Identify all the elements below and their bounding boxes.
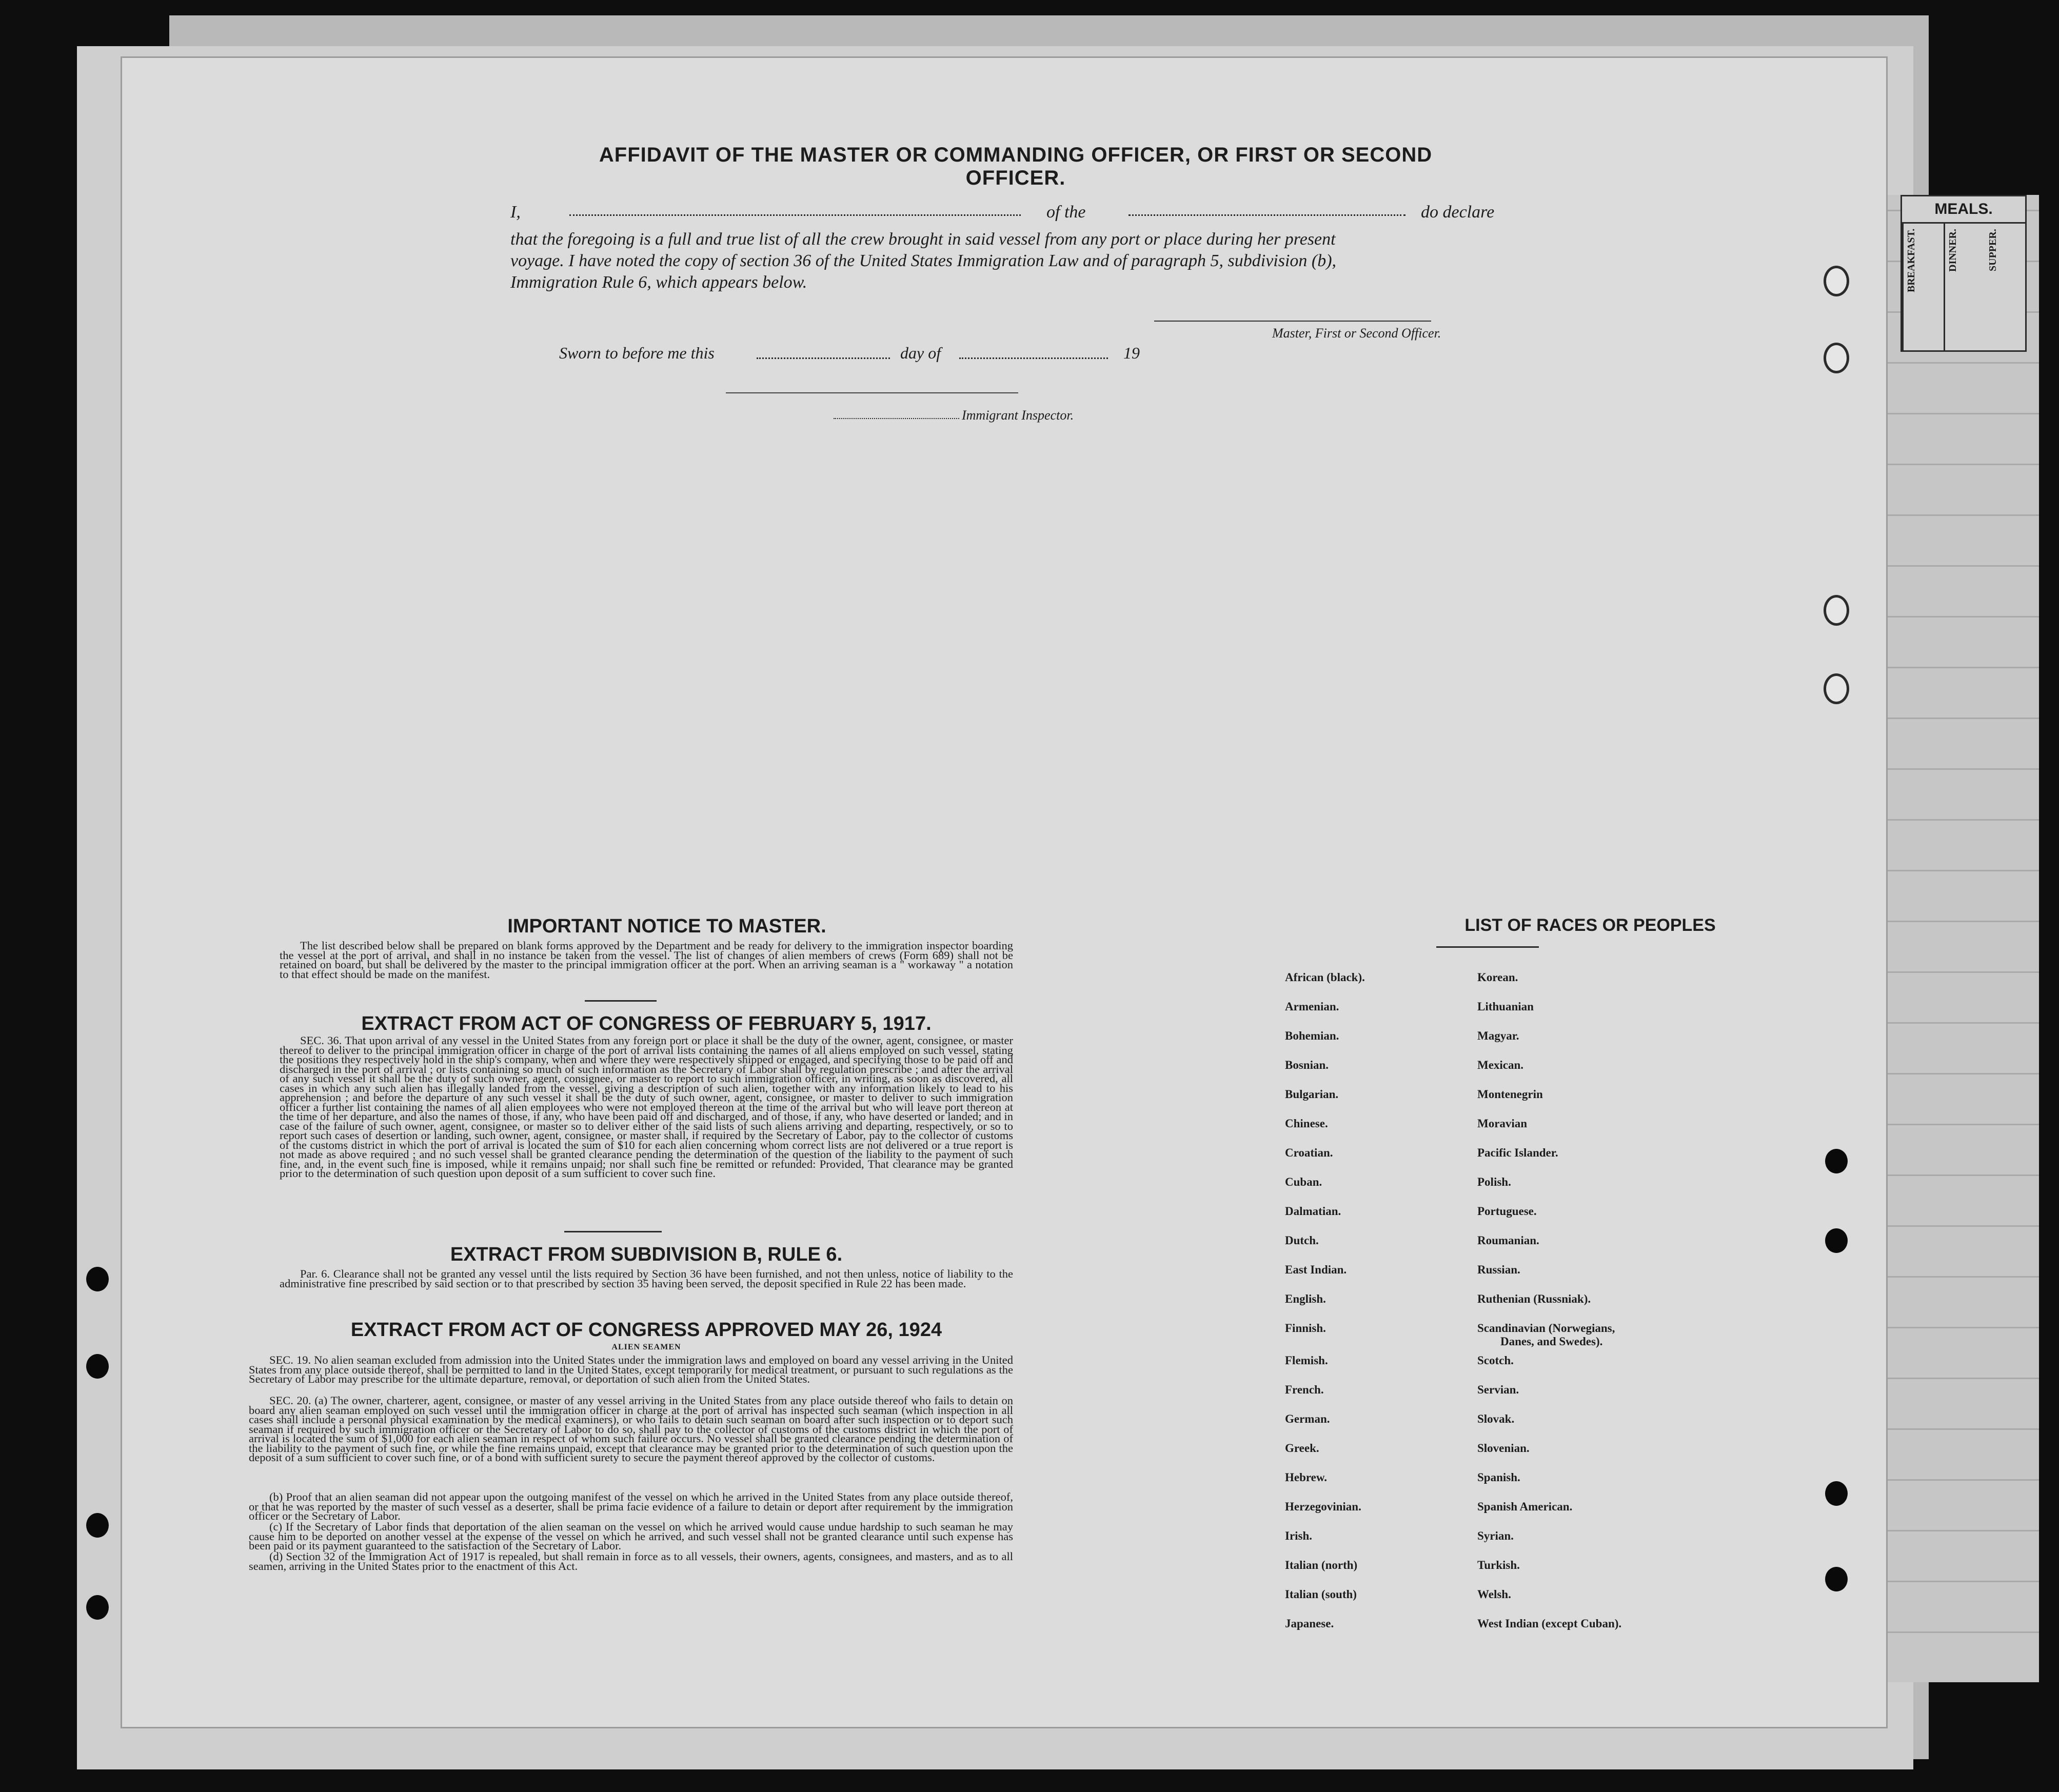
sworn-text: Sworn to before me this [559, 344, 715, 362]
punch-hole-icon [1825, 1567, 1848, 1591]
race-item: West Indian (except Cuban). [1477, 1617, 1622, 1630]
punch-hole-icon [1825, 1481, 1848, 1506]
punch-hole-icon [86, 1267, 109, 1291]
sec-20a-body: SEC. 20. (a) The owner, charterer, agent, consignee, or master of any vessel arriving in the United States from any place outside thereof who fails to detain on board any alien seaman employed on such vessel until the immigration officer in charge at the port of arrival has inspected such seaman (which inspection in all cases shall include a personal physical examination by the medical examiners), or who fails to detain such seaman on board after such inspection or to deport such seaman if required by such immigration officer or the Secretary of Labor to do so, shall pay to the collector of customs of the customs district in which the port of arrival is located the sum of $1,000 for each alien seaman in respect of whom such failure occurs. No vessel shall be granted clearance pending the determination of the liability to the payment of such fine, or while the fine remains unpaid, except that clearance may be granted prior to the determination of such question upon the deposit of a sum sufficient to cover such fine, or of a bond with sufficient surety to secure the payment thereof approved by the collector of customs. [249, 1394, 1013, 1464]
race-item: Irish. [1285, 1529, 1313, 1542]
inspector-label: Immigrant Inspector. [962, 408, 1074, 423]
sec-20d-body: (d) Section 32 of the Immigration Act of 1917 is repealed, but shall remain in force as to all vessels, their owners, agents, consignees, and masters, and as to all seamen, arriving in the United States prior to the enactment of this Act. [249, 1550, 1013, 1572]
races-title: LIST OF RACES OR PEOPLES [1464, 915, 1716, 935]
day-fill-line[interactable] [757, 357, 890, 359]
race-item: Scotch. [1477, 1354, 1514, 1367]
ledger-sheet-edge [1870, 195, 2039, 1682]
race-item: Danes, and Swedes). [1500, 1335, 1603, 1348]
race-item: Italian (north) [1285, 1559, 1358, 1571]
sec-20c-body: (c) If the Secretary of Labor finds that deportation of the alien seaman on the vessel on which he arrived would cause undue hardship to such seaman he may cause him to be deported on another vessel at the expense of the vessel on which he arrived, and such vessel shall not be granted clearance until such expense has been paid or its payment guaranteed to the satisfaction of the Secretary of Labor. [249, 1520, 1013, 1552]
affidavit-line-4: Immigration Rule 6, which appears below. [510, 273, 807, 292]
race-item: Armenian. [1285, 1000, 1339, 1013]
affidavit-i: I, [510, 203, 521, 222]
race-item: Welsh. [1477, 1588, 1511, 1601]
signature-label: Master, First or Second Officer. [1272, 326, 1441, 341]
race-item: Bohemian. [1285, 1029, 1339, 1042]
race-item: French. [1285, 1383, 1324, 1396]
sec-19-body: SEC. 19. No alien seaman excluded from admission into the United States under the immigration laws and employed on board any vessel arriving in the United States from any place outside thereof, shall be permitted to land in the United States, except temporarily for medical treatment, or pursuant to such regulations as the Secretary of Labor may prescribe for the ultimate departure, removal, or deportation of such alien from the United States. [249, 1353, 1013, 1385]
race-item: Mexican. [1477, 1059, 1524, 1071]
race-item: German. [1285, 1412, 1330, 1425]
section-divider [1436, 946, 1539, 948]
notice-body: The list described below shall be prepared on blank forms approved by the Department and be ready for delivery to the immigration inspector boarding the vessel at the port of arrival, and shall in no instance be taken from the vessel. The list of changes of alien members of crews (Form 689) shall not be retained on board, but shall be delivered by the master to the principal immigration officer at the port. When an arriving seaman is a " workaway " a notation to that effect should be made on the manifest. [280, 939, 1013, 981]
race-item: Hebrew. [1285, 1471, 1327, 1484]
punch-hole-icon [1824, 595, 1849, 626]
meals-col-dinner: DINNER. [1944, 224, 1985, 352]
affidavit-of-the: of the [1046, 203, 1086, 222]
subdivision-b-title: EXTRACT FROM SUBDIVISION B, RULE 6. [450, 1244, 843, 1265]
extract-1917-title: EXTRACT FROM ACT OF CONGRESS OF FEBRUARY 5, 1917. [361, 1013, 932, 1034]
punch-hole-icon [1825, 1228, 1848, 1253]
affidavit-title: AFFIDAVIT OF THE MASTER OR COMMANDING OFFICER, OR FIRST OR SECOND OFFICER. [599, 144, 1433, 189]
extract-1924-title: EXTRACT FROM ACT OF CONGRESS APPROVED MAY 26, 1924 [350, 1319, 942, 1341]
extract-1917-body: SEC. 36. That upon arrival of any vessel in the United States from any foreign port or place it shall be the duty of the owner, agent, consignee, or master thereof to deliver to the principal immigration officer in charge of the port of arrival lists containing the names of all aliens employed on such vessel, stating the positions they respectively hold in the ship's company, when and where they were respectively shipped or engaged, and specifying those to be paid off and discharged in the port of arrival ; or lists containing so much of such information as the Secretary of Labor shall by regulation prescribe ; and after the arrival of any such vessel it shall be the duty of such owner, agent, consignee, or master to report to such immigration officer, in writing, as soon as discovered, all cases in which any such alien has illegally landed from the vessel, giving a description of such alien, together with any information likely to lead to his apprehension ; and before the departure of any such vessel it shall be the duty of such owner, agent, consignee, or master to deliver to such immigration officer a further list containing the names of all alien employees who were not employed thereon at the time of the arrival but who will leave port thereon at the time of her departure, and also the names of those, if any, who have been paid off and discharged, and of those, if any, who have deserted or landed; and in case of the failure of such owner, agent, consignee, or master so to deliver either of the said lists of such aliens arriving and departing, respectively, or so to report such cases of desertion or landing, such owner, agent, consignee, or master shall, if required by the Secretary of Labor, pay to the collector of customs of the customs district in which the port of arrival is located the sum of $10 for each alien concerning whom correct lists are not delivered or a true report is not made as above required ; and no such vessel shall be granted clearance pending the determination of the question of the liability to the payment of such fine, and, in the event such fine is imposed, while it remains unpaid; nor shall such fine be remitted or refunded: Provided, That clearance may be granted prior to the determination of such question upon deposit of a sum sufficient to cover such fine. [280, 1034, 1013, 1180]
race-item: Russian. [1477, 1263, 1520, 1276]
race-item: Spanish. [1477, 1471, 1520, 1484]
race-item: Dalmatian. [1285, 1205, 1341, 1218]
punch-hole-icon [1824, 266, 1849, 296]
affidavit-line-2: that the foregoing is a full and true list of all the crew brought in said vessel from any port or place during her present [510, 230, 1336, 249]
race-item: Scandinavian (Norwegians, [1477, 1322, 1615, 1335]
race-item: Magyar. [1477, 1029, 1519, 1042]
notice-title: IMPORTANT NOTICE TO MASTER. [507, 915, 826, 937]
vessel-fill-line[interactable] [1129, 214, 1405, 216]
extract-1924-subtitle: ALIEN SEAMEN [611, 1343, 681, 1351]
race-item: Japanese. [1285, 1617, 1334, 1630]
race-item: Slovak. [1477, 1412, 1515, 1425]
race-item: Spanish American. [1477, 1500, 1573, 1513]
race-item: Flemish. [1285, 1354, 1328, 1367]
race-item: Pacific Islander. [1477, 1146, 1558, 1159]
punch-hole-icon [86, 1354, 109, 1379]
race-item: Cuban. [1285, 1176, 1322, 1188]
name-fill-line[interactable] [569, 214, 1021, 216]
signature-line[interactable] [1154, 321, 1431, 322]
punch-hole-icon [1824, 343, 1849, 373]
race-item: Portuguese. [1477, 1205, 1537, 1218]
section-divider [564, 1231, 662, 1232]
race-item: Lithuanian [1477, 1000, 1534, 1013]
subdivision-b-body: Par. 6. Clearance shall not be granted any vessel until the lists required by Section 36 have been furnished, and not then unless, notice of liability to the administrative fine prescribed by said section or to that prescribed by section 35 having been served, the deposit specified in Rule 22 has been made. [280, 1267, 1013, 1290]
race-item: Slovenian. [1477, 1442, 1530, 1455]
race-item: Polish. [1477, 1176, 1511, 1188]
race-item: Greek. [1285, 1442, 1319, 1455]
punch-hole-icon [1825, 1149, 1848, 1173]
meals-col-breakfast: BREAKFAST. [1902, 224, 1944, 352]
race-item: Korean. [1477, 971, 1518, 984]
race-item: Roumanian. [1477, 1234, 1539, 1247]
race-item: Turkish. [1477, 1559, 1520, 1571]
inspector-fill-line[interactable] [834, 418, 959, 419]
section-divider [585, 1000, 657, 1002]
race-item: Montenegrin [1477, 1088, 1543, 1101]
affidavit-line-3: voyage. I have noted the copy of section 36 of the United States Immigration Law and of paragraph 5, subdivision (b), [510, 251, 1337, 270]
sworn-year: 19 [1123, 344, 1140, 362]
race-item: Ruthenian (Russniak). [1477, 1292, 1591, 1305]
race-item: Finnish. [1285, 1322, 1326, 1335]
race-item: Dutch. [1285, 1234, 1319, 1247]
meals-table [1900, 195, 2027, 352]
race-item: English. [1285, 1292, 1326, 1305]
punch-hole-icon [86, 1595, 109, 1620]
punch-hole-icon [86, 1513, 109, 1538]
race-item: Croatian. [1285, 1146, 1333, 1159]
race-item: Moravian [1477, 1117, 1528, 1130]
race-item: Syrian. [1477, 1529, 1514, 1542]
race-item: Chinese. [1285, 1117, 1328, 1130]
meals-header: MEALS. [1902, 196, 2025, 224]
month-fill-line[interactable] [959, 357, 1108, 359]
race-item: Bulgarian. [1285, 1088, 1339, 1101]
race-item: Italian (south) [1285, 1588, 1357, 1601]
affidavit-do-declare: do declare [1421, 203, 1495, 222]
race-item: African (black). [1285, 971, 1365, 984]
race-item: Herzegovinian. [1285, 1500, 1361, 1513]
inspector-signature-line[interactable] [726, 392, 1018, 393]
race-item: Bosnian. [1285, 1059, 1329, 1071]
race-item: Servian. [1477, 1383, 1519, 1396]
sec-20b-body: (b) Proof that an alien seaman did not appear upon the outgoing manifest of the vessel on which he arrived in the United States from any place outside thereof, or that he was reported by the master of such vessel as a deserter, shall be prima facie evidence of a failure to detain or deport after requirement by the immigration officer or the Secretary of Labor. [249, 1490, 1013, 1522]
form-page [121, 56, 1888, 1728]
meals-col-supper: SUPPER. [1987, 229, 1998, 271]
punch-hole-icon [1824, 673, 1849, 704]
sworn-day-of: day of [900, 344, 941, 362]
race-item: East Indian. [1285, 1263, 1347, 1276]
